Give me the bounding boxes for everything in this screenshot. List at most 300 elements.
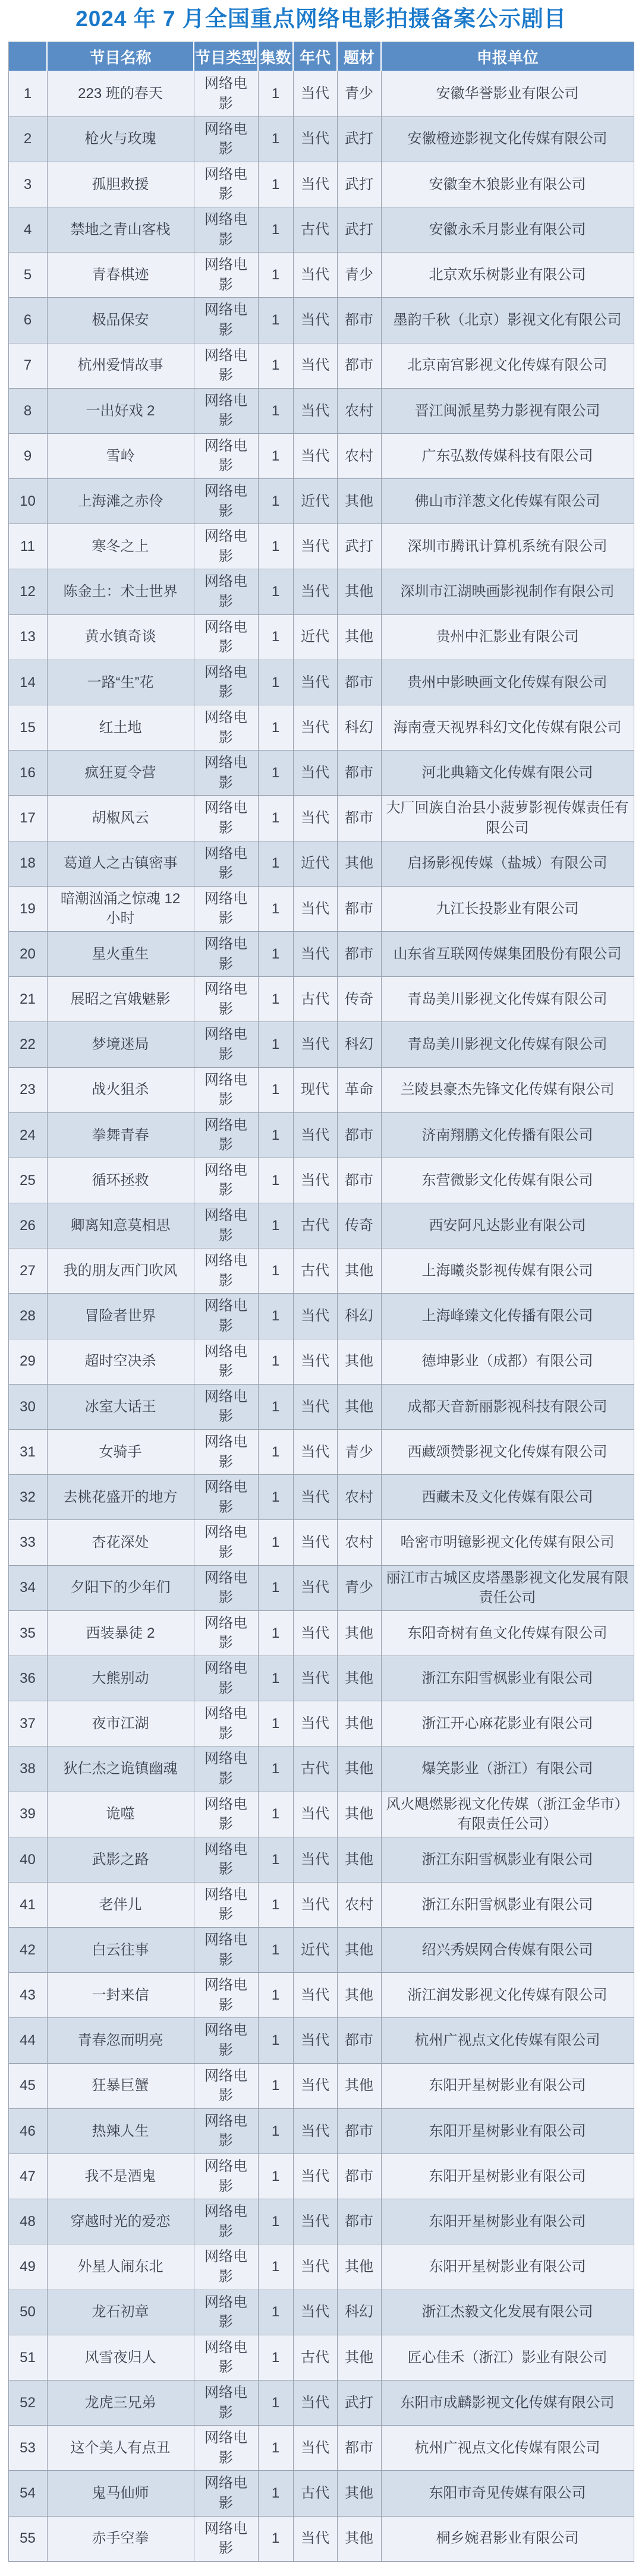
era-cell: 当代: [293, 343, 337, 388]
episode-count-cell: 1: [258, 1837, 293, 1882]
genre-cell: 其他: [337, 1792, 381, 1837]
program-name-cell: 龙虎三兄弟: [47, 2380, 194, 2425]
genre-cell: 都市: [337, 660, 381, 705]
program-type-cell: 网络电影: [194, 2018, 258, 2063]
era-cell: 当代: [293, 1294, 337, 1339]
applicant-company-cell: 九江长投影业有限公司: [381, 886, 634, 931]
row-number: 50: [8, 2290, 47, 2335]
table-row: [8, 660, 634, 705]
row-number: 36: [8, 1656, 47, 1701]
genre-cell: 都市: [337, 886, 381, 931]
genre-cell: 其他: [337, 2516, 381, 2561]
episode-count-cell: 1: [258, 1656, 293, 1701]
era-cell: 当代: [293, 1701, 337, 1746]
genre-cell: 革命: [337, 1067, 381, 1112]
applicant-company-cell: 佛山市洋葱文化传媒有限公司: [381, 479, 634, 524]
applicant-company-cell: 安徽奎木狼影业有限公司: [381, 162, 634, 207]
program-type-cell: 网络电影: [194, 207, 258, 252]
genre-cell: 都市: [337, 751, 381, 796]
era-cell: 当代: [293, 1520, 337, 1565]
episode-count-cell: 1: [258, 1746, 293, 1792]
episode-count-cell: 1: [258, 2426, 293, 2471]
era-cell: 当代: [293, 1384, 337, 1429]
row-number: 44: [8, 2018, 47, 2063]
applicant-company-cell: 墨韵千秋（北京）影视文化有限公司: [381, 298, 634, 343]
row-number: 35: [8, 1610, 47, 1656]
applicant-company-cell: 东营微影文化传媒有限公司: [381, 1158, 634, 1203]
program-type-cell: 网络电影: [194, 2199, 258, 2244]
program-type-cell: 网络电影: [194, 1520, 258, 1565]
program-name-cell: 青春棋迹: [47, 253, 194, 298]
applicant-company-cell: 浙江东阳雪枫影业有限公司: [381, 1837, 634, 1882]
episode-count-cell: 1: [258, 253, 293, 298]
program-type-cell: 网络电影: [194, 931, 258, 976]
era-cell: 当代: [293, 2516, 337, 2561]
era-cell: 古代: [293, 2335, 337, 2380]
row-number: 10: [8, 479, 47, 524]
applicant-company-cell: 北京欢乐树影业有限公司: [381, 253, 634, 298]
genre-cell: 其他: [337, 2335, 381, 2380]
program-type-cell: 网络电影: [194, 2108, 258, 2154]
table-row: [8, 1520, 634, 1565]
genre-cell: 农村: [337, 1475, 381, 1520]
program-type-cell: 网络电影: [194, 343, 258, 388]
table-row: [8, 705, 634, 751]
table-row: [8, 2244, 634, 2290]
column-header: 申报单位: [381, 42, 634, 71]
episode-count-cell: 1: [258, 433, 293, 478]
genre-cell: 青少: [337, 71, 381, 116]
column-header: 题材: [337, 42, 381, 71]
applicant-company-cell: 上海曦炎影视传媒有限公司: [381, 1248, 634, 1294]
episode-count-cell: 1: [258, 2018, 293, 2063]
genre-cell: 青少: [337, 1565, 381, 1610]
applicant-company-cell: 风火飓燃影视文化传媒（浙江金华市）有限责任公司）: [381, 1792, 634, 1837]
program-type-cell: 网络电影: [194, 1112, 258, 1158]
genre-cell: 武打: [337, 207, 381, 252]
program-name-cell: 拳舞青春: [47, 1112, 194, 1158]
row-number: 4: [8, 207, 47, 252]
era-cell: 当代: [293, 751, 337, 796]
program-name-cell: 西装暴徒 2: [47, 1610, 194, 1656]
program-name-cell: 223 班的春天: [47, 71, 194, 116]
episode-count-cell: 1: [258, 931, 293, 976]
table-row: [8, 1067, 634, 1112]
table-row: [8, 1656, 634, 1701]
applicant-company-cell: 晋江闽派星势力影视有限公司: [381, 388, 634, 433]
row-number: 51: [8, 2335, 47, 2380]
applicant-company-cell: 北京南宫影视文化传媒有限公司: [381, 343, 634, 388]
row-number: 48: [8, 2199, 47, 2244]
table-row: [8, 1339, 634, 1384]
row-number: 6: [8, 298, 47, 343]
era-cell: 当代: [293, 1475, 337, 1520]
episode-count-cell: 1: [258, 1475, 293, 1520]
program-type-cell: 网络电影: [194, 660, 258, 705]
genre-cell: 都市: [337, 343, 381, 388]
program-name-cell: 红土地: [47, 705, 194, 751]
program-type-cell: 网络电影: [194, 2380, 258, 2425]
program-type-cell: 网络电影: [194, 2063, 258, 2108]
row-number: 39: [8, 1792, 47, 1837]
genre-cell: 其他: [337, 2244, 381, 2290]
program-name-cell: 上海滩之赤伶: [47, 479, 194, 524]
genre-cell: 武打: [337, 162, 381, 207]
row-number: 55: [8, 2516, 47, 2561]
program-name-cell: 老伴儿: [47, 1882, 194, 1927]
program-name-cell: 禁地之青山客栈: [47, 207, 194, 252]
applicant-company-cell: 德坤影业（成都）有限公司: [381, 1339, 634, 1384]
era-cell: 当代: [293, 1882, 337, 1927]
row-number: 31: [8, 1430, 47, 1475]
era-cell: 古代: [293, 1248, 337, 1294]
row-number: 2: [8, 116, 47, 162]
table-row: [8, 298, 634, 343]
applicant-company-cell: 上海峰臻文化传播有限公司: [381, 1294, 634, 1339]
era-cell: 当代: [293, 1656, 337, 1701]
applicant-company-cell: 东阳市成麟影视文化传媒有限公司: [381, 2380, 634, 2425]
genre-cell: 其他: [337, 2063, 381, 2108]
episode-count-cell: 1: [258, 1610, 293, 1656]
episode-count-cell: 1: [258, 796, 293, 841]
program-type-cell: 网络电影: [194, 569, 258, 614]
program-type-cell: 网络电影: [194, 1837, 258, 1882]
genre-cell: 都市: [337, 2426, 381, 2471]
program-name-cell: 极品保安: [47, 298, 194, 343]
program-name-cell: 我的朋友西门吹风: [47, 1248, 194, 1294]
program-name-cell: 诡噬: [47, 1792, 194, 1837]
row-number: 24: [8, 1112, 47, 1158]
applicant-company-cell: 浙江东阳雪枫影业有限公司: [381, 1882, 634, 1927]
genre-cell: 都市: [337, 1158, 381, 1203]
program-name-cell: 黄水镇奇谈: [47, 614, 194, 660]
applicant-company-cell: 大厂回族自治县小菠萝影视传媒责任有限公司: [381, 796, 634, 841]
program-name-cell: 女骑手: [47, 1430, 194, 1475]
table-row: [8, 1203, 634, 1248]
era-cell: 当代: [293, 253, 337, 298]
era-cell: 近代: [293, 479, 337, 524]
row-number: 8: [8, 388, 47, 433]
program-name-cell: 鬼马仙师: [47, 2471, 194, 2516]
episode-count-cell: 1: [258, 116, 293, 162]
genre-cell: 武打: [337, 116, 381, 162]
program-name-cell: 去桃花盛开的地方: [47, 1475, 194, 1520]
table-row: [8, 2018, 634, 2063]
genre-cell: 都市: [337, 2108, 381, 2154]
table-row: [8, 1928, 634, 1973]
applicant-company-cell: 河北典籍文化传媒有限公司: [381, 751, 634, 796]
table-row: [8, 1112, 634, 1158]
row-number: 5: [8, 253, 47, 298]
episode-count-cell: 1: [258, 71, 293, 116]
row-number: 33: [8, 1520, 47, 1565]
episode-count-cell: 1: [258, 1928, 293, 1973]
row-number: 19: [8, 886, 47, 931]
genre-cell: 其他: [337, 614, 381, 660]
applicant-company-cell: 浙江开心麻花影业有限公司: [381, 1701, 634, 1746]
genre-cell: 其他: [337, 1339, 381, 1384]
episode-count-cell: 1: [258, 1022, 293, 1067]
row-number: 15: [8, 705, 47, 751]
era-cell: 当代: [293, 2199, 337, 2244]
program-type-cell: 网络电影: [194, 298, 258, 343]
episode-count-cell: 1: [258, 2516, 293, 2561]
episode-count-cell: 1: [258, 1973, 293, 2018]
episode-count-cell: 1: [258, 841, 293, 886]
table-row: [8, 1746, 634, 1792]
genre-cell: 科幻: [337, 2290, 381, 2335]
applicant-company-cell: 海南壹天视界科幻文化传媒有限公司: [381, 705, 634, 751]
episode-count-cell: 1: [258, 207, 293, 252]
genre-cell: 其他: [337, 1384, 381, 1429]
filing-table: [8, 42, 634, 2561]
table-row: [8, 796, 634, 841]
program-name-cell: 龙石初章: [47, 2290, 194, 2335]
row-number: 13: [8, 614, 47, 660]
column-header: 节目类型: [194, 42, 258, 71]
applicant-company-cell: 东阳奇树有鱼文化传媒有限公司: [381, 1610, 634, 1656]
row-number: 23: [8, 1067, 47, 1112]
genre-cell: 科幻: [337, 705, 381, 751]
program-name-cell: 超时空决杀: [47, 1339, 194, 1384]
program-name-cell: 风雪夜归人: [47, 2335, 194, 2380]
row-number: 30: [8, 1384, 47, 1429]
program-name-cell: 杏花深处: [47, 1520, 194, 1565]
program-type-cell: 网络电影: [194, 253, 258, 298]
genre-cell: 都市: [337, 796, 381, 841]
genre-cell: 都市: [337, 2018, 381, 2063]
row-number: 27: [8, 1248, 47, 1294]
program-type-cell: 网络电影: [194, 977, 258, 1022]
applicant-company-cell: 东阳开星树影业有限公司: [381, 2244, 634, 2290]
table-row: [8, 2199, 634, 2244]
table-body: [8, 71, 634, 2561]
genre-cell: 其他: [337, 1837, 381, 1882]
era-cell: 现代: [293, 1067, 337, 1112]
episode-count-cell: 1: [258, 2471, 293, 2516]
genre-cell: 农村: [337, 433, 381, 478]
episode-count-cell: 1: [258, 1294, 293, 1339]
genre-cell: 其他: [337, 479, 381, 524]
table-row: [8, 2380, 634, 2425]
table-row: [8, 388, 634, 433]
genre-cell: 其他: [337, 2471, 381, 2516]
applicant-company-cell: 兰陵县豪杰先锋文化传媒有限公司: [381, 1067, 634, 1112]
program-name-cell: 青春忽而明亮: [47, 2018, 194, 2063]
applicant-company-cell: 匠心佳禾（浙江）影业有限公司: [381, 2335, 634, 2380]
row-number: 11: [8, 524, 47, 569]
program-name-cell: 暗潮汹涌之惊魂 12 小时: [47, 886, 194, 931]
program-name-cell: 赤手空拳: [47, 2516, 194, 2561]
column-header: 年代: [293, 42, 337, 71]
applicant-company-cell: 桐乡婉君影业有限公司: [381, 2516, 634, 2561]
program-name-cell: 狄仁杰之诡镇幽魂: [47, 1746, 194, 1792]
program-name-cell: 穿越时光的爱恋: [47, 2199, 194, 2244]
applicant-company-cell: 爆笑影业（浙江）有限公司: [381, 1746, 634, 1792]
table-row: [8, 207, 634, 252]
table-row: [8, 2426, 634, 2471]
genre-cell: 其他: [337, 569, 381, 614]
table-row: [8, 1430, 634, 1475]
program-name-cell: 冰室大话王: [47, 1384, 194, 1429]
genre-cell: 其他: [337, 1701, 381, 1746]
applicant-company-cell: 东阳开星树影业有限公司: [381, 2063, 634, 2108]
table-row: [8, 1294, 634, 1339]
table-row: [8, 343, 634, 388]
genre-cell: 农村: [337, 1882, 381, 1927]
era-cell: 当代: [293, 433, 337, 478]
genre-cell: 传奇: [337, 1203, 381, 1248]
genre-cell: 传奇: [337, 977, 381, 1022]
era-cell: 近代: [293, 841, 337, 886]
program-name-cell: 冒险者世界: [47, 1294, 194, 1339]
episode-count-cell: 1: [258, 2063, 293, 2108]
episode-count-cell: 1: [258, 660, 293, 705]
table-row: [8, 2335, 634, 2380]
applicant-company-cell: 浙江润发影视文化传媒有限公司: [381, 1973, 634, 2018]
episode-count-cell: 1: [258, 2335, 293, 2380]
episode-count-cell: 1: [258, 2154, 293, 2199]
era-cell: 当代: [293, 1430, 337, 1475]
program-name-cell: 一封来信: [47, 1973, 194, 2018]
episode-count-cell: 1: [258, 1158, 293, 1203]
era-cell: 古代: [293, 2471, 337, 2516]
table-row: [8, 751, 634, 796]
era-cell: 古代: [293, 1203, 337, 1248]
row-number: 3: [8, 162, 47, 207]
table-row: [8, 1882, 634, 1927]
row-number: 40: [8, 1837, 47, 1882]
episode-count-cell: 1: [258, 1565, 293, 1610]
era-cell: 近代: [293, 1928, 337, 1973]
table-row: [8, 1837, 634, 1882]
program-type-cell: 网络电影: [194, 1430, 258, 1475]
era-cell: 当代: [293, 1792, 337, 1837]
era-cell: 当代: [293, 2380, 337, 2425]
row-number: 9: [8, 433, 47, 478]
episode-count-cell: 1: [258, 298, 293, 343]
table-row: [8, 1565, 634, 1610]
era-cell: 当代: [293, 2426, 337, 2471]
table-row: [8, 1475, 634, 1520]
row-number: 18: [8, 841, 47, 886]
applicant-company-cell: 济南翔鹏文化传播有限公司: [381, 1112, 634, 1158]
program-type-cell: 网络电影: [194, 1475, 258, 1520]
applicant-company-cell: 广东弘数传媒科技有限公司: [381, 433, 634, 478]
program-type-cell: 网络电影: [194, 614, 258, 660]
applicant-company-cell: 西藏颂赞影视文化传媒有限公司: [381, 1430, 634, 1475]
program-type-cell: 网络电影: [194, 1882, 258, 1927]
program-type-cell: 网络电影: [194, 1973, 258, 2018]
era-cell: 当代: [293, 660, 337, 705]
row-number: 25: [8, 1158, 47, 1203]
applicant-company-cell: 杭州广视点文化传媒有限公司: [381, 2426, 634, 2471]
genre-cell: 都市: [337, 298, 381, 343]
table-row: [8, 1158, 634, 1203]
row-number: 29: [8, 1339, 47, 1384]
program-type-cell: 网络电影: [194, 2426, 258, 2471]
era-cell: 当代: [293, 1610, 337, 1656]
episode-count-cell: 1: [258, 614, 293, 660]
era-cell: 当代: [293, 2154, 337, 2199]
program-name-cell: 狂暴巨蟹: [47, 2063, 194, 2108]
table-row: [8, 931, 634, 976]
table-row: [8, 116, 634, 162]
row-number: 45: [8, 2063, 47, 2108]
program-name-cell: 杭州爱情故事: [47, 343, 194, 388]
program-name-cell: 寒冬之上: [47, 524, 194, 569]
program-type-cell: 网络电影: [194, 2244, 258, 2290]
program-type-cell: 网络电影: [194, 886, 258, 931]
row-number: 26: [8, 1203, 47, 1248]
era-cell: 近代: [293, 614, 337, 660]
era-cell: 当代: [293, 886, 337, 931]
table-row: [8, 614, 634, 660]
genre-cell: 其他: [337, 1928, 381, 1973]
genre-cell: 都市: [337, 1112, 381, 1158]
genre-cell: 都市: [337, 2154, 381, 2199]
program-type-cell: 网络电影: [194, 162, 258, 207]
episode-count-cell: 1: [258, 2108, 293, 2154]
applicant-company-cell: 启扬影视传媒（盐城）有限公司: [381, 841, 634, 886]
table-row: [8, 71, 634, 116]
table-row: [8, 162, 634, 207]
episode-count-cell: 1: [258, 1792, 293, 1837]
genre-cell: 武打: [337, 2380, 381, 2425]
program-type-cell: 网络电影: [194, 1656, 258, 1701]
episode-count-cell: 1: [258, 977, 293, 1022]
program-type-cell: 网络电影: [194, 1928, 258, 1973]
program-type-cell: 网络电影: [194, 796, 258, 841]
program-name-cell: 梦境迷局: [47, 1022, 194, 1067]
row-number: 34: [8, 1565, 47, 1610]
applicant-company-cell: 贵州中影映画文化传媒有限公司: [381, 660, 634, 705]
row-number: 28: [8, 1294, 47, 1339]
applicant-company-cell: 山东省互联网传媒集团股份有限公司: [381, 931, 634, 976]
program-type-cell: 网络电影: [194, 1701, 258, 1746]
episode-count-cell: 1: [258, 1882, 293, 1927]
program-name-cell: 外星人闹东北: [47, 2244, 194, 2290]
era-cell: 当代: [293, 2018, 337, 2063]
program-type-cell: 网络电影: [194, 1248, 258, 1294]
era-cell: 当代: [293, 2063, 337, 2108]
applicant-company-cell: 杭州广视点文化传媒有限公司: [381, 2018, 634, 2063]
column-header: 集数: [258, 42, 293, 71]
genre-cell: 都市: [337, 931, 381, 976]
episode-count-cell: 1: [258, 1384, 293, 1429]
program-type-cell: 网络电影: [194, 1746, 258, 1792]
era-cell: 当代: [293, 1022, 337, 1067]
era-cell: 当代: [293, 298, 337, 343]
table-row: [8, 2154, 634, 2199]
row-number: 46: [8, 2108, 47, 2154]
column-header: [8, 42, 47, 71]
era-cell: 当代: [293, 388, 337, 433]
genre-cell: 青少: [337, 1430, 381, 1475]
applicant-company-cell: 安徽橙迹影视文化传媒有限公司: [381, 116, 634, 162]
applicant-company-cell: 深圳市腾讯计算机系统有限公司: [381, 524, 634, 569]
program-name-cell: 孤胆救援: [47, 162, 194, 207]
applicant-company-cell: 青岛美川影视文化传媒有限公司: [381, 1022, 634, 1067]
era-cell: 当代: [293, 931, 337, 976]
applicant-company-cell: 浙江东阳雪枫影业有限公司: [381, 1656, 634, 1701]
genre-cell: 其他: [337, 1973, 381, 2018]
program-name-cell: 胡椒风云: [47, 796, 194, 841]
era-cell: 当代: [293, 71, 337, 116]
genre-cell: 农村: [337, 388, 381, 433]
genre-cell: 武打: [337, 524, 381, 569]
era-cell: 当代: [293, 1837, 337, 1882]
